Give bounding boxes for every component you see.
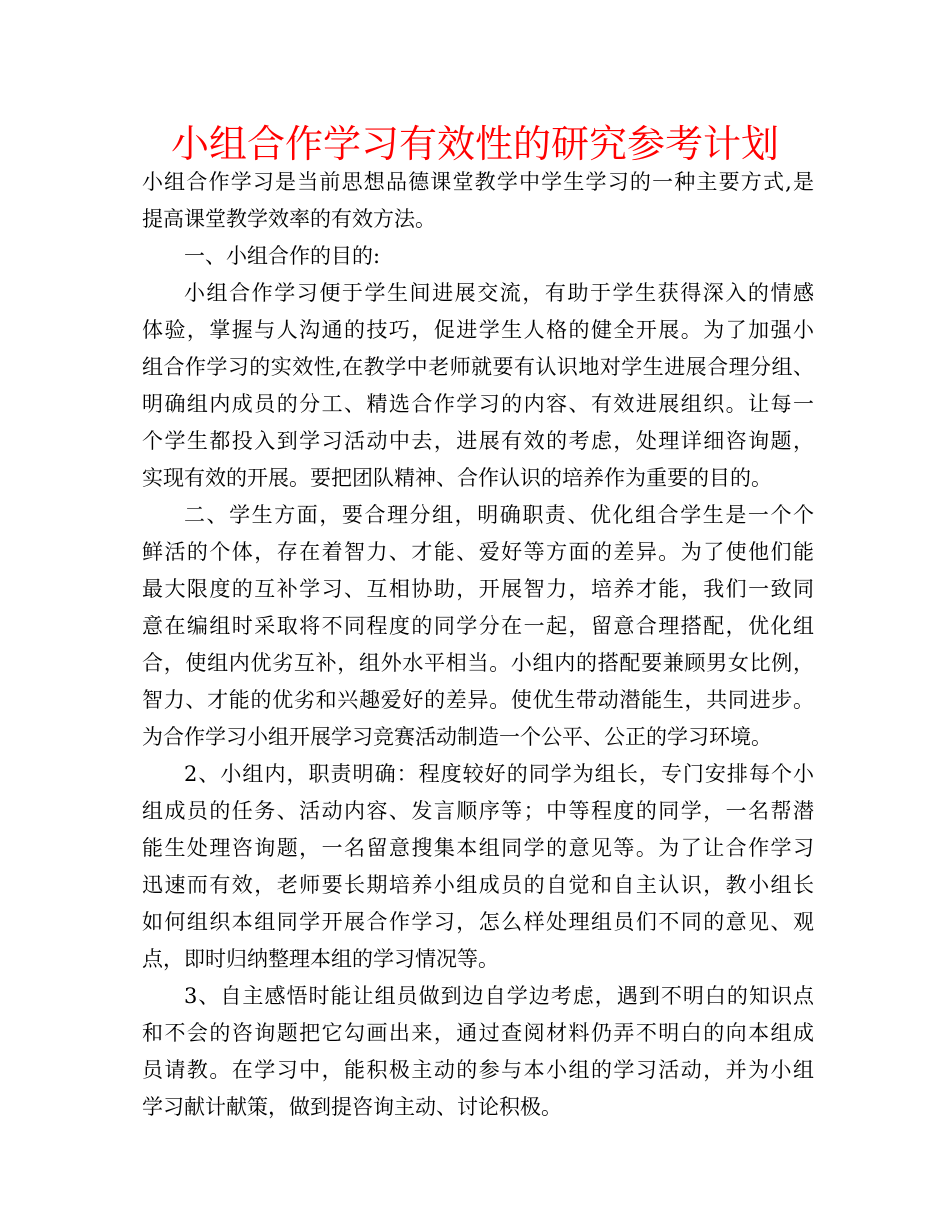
body-line: 如何组织本组同学开展合作学习，怎么样处理组员们不同的意见、观 — [142, 910, 814, 934]
body-line: 员请教。在学习中，能积极主动的参与本小组的学习活动，并为小组 — [142, 1058, 814, 1082]
body-line: 合，使组内优劣互补，组外水平相当。小组内的搭配要兼顾男女比例， — [142, 651, 814, 675]
body-line: 智力、才能的优劣和兴趣爱好的差异。使优生带动潜能生，共同进步。 — [142, 688, 814, 712]
body-line: 为合作学习小组开展学习竞赛活动制造一个公平、公正的学习环境。 — [142, 725, 772, 749]
body-line: 提高课堂教学效率的有效方法。 — [142, 207, 436, 231]
body-line: 二、学生方面，要合理分组，明确职责、优化组合学生是一个个 — [184, 503, 814, 527]
body-line: 明确组内成员的分工、精选合作学习的内容、有效进展组织。让每一 — [142, 392, 814, 416]
body-line: 鲜活的个体，存在着智力、才能、爱好等方面的差异。为了使他们能 — [142, 540, 814, 564]
body-line: 和不会的咨询题把它勾画出来，通过查阅材料仍弄不明白的向本组成 — [142, 1021, 814, 1045]
body-line: 个学生都投入到学习活动中去，进展有效的考虑，处理详细咨询题， — [142, 429, 814, 453]
body-line: 学习献计献策，做到提咨询主动、讨论积极。 — [142, 1095, 562, 1119]
body-line: 2、小组内，职责明确：程度较好的同学为组长，专门安排每个小 — [184, 762, 814, 786]
body-line: 意在编组时采取将不同程度的同学分在一起，留意合理搭配，优化组 — [142, 614, 814, 638]
body-line: 3、自主感悟时能让组员做到边自学边考虑，遇到不明白的知识点 — [184, 984, 814, 1008]
body-line: 能生处理咨询题，一名留意搜集本组同学的意见等。为了让合作学习 — [142, 836, 814, 860]
body-line: 一、小组合作的目的: — [184, 244, 381, 268]
body-line: 小组合作学习是当前思想品德课堂教学中学生学习的一种主要方式,是 — [142, 170, 814, 194]
body-line: 组成员的任务、活动内容、发言顺序等；中等程度的同学，一名帮潜 — [142, 799, 814, 823]
body-line: 组合作学习的实效性,在教学中老师就要有认识地对学生进展合理分组、 — [142, 355, 814, 379]
body-line: 点，即时归纳整理本组的学习情况等。 — [142, 947, 499, 971]
document-title: 小组合作学习有效性的研究参考计划 — [170, 122, 779, 166]
body-line: 体验，掌握与人沟通的技巧，促进学生人格的健全开展。为了加强小 — [142, 318, 814, 342]
body-line: 迅速而有效，老师要长期培养小组成员的自觉和自主认识，教小组长 — [142, 873, 814, 897]
body-line: 小组合作学习便于学生间进展交流，有助于学生获得深入的情感 — [184, 281, 814, 305]
body-line: 实现有效的开展。要把团队精神、合作认识的培养作为重要的目的。 — [142, 466, 772, 490]
document-body — [142, 164, 814, 1126]
body-line: 最大限度的互补学习、互相协助，开展智力，培养才能，我们一致同 — [142, 577, 814, 601]
